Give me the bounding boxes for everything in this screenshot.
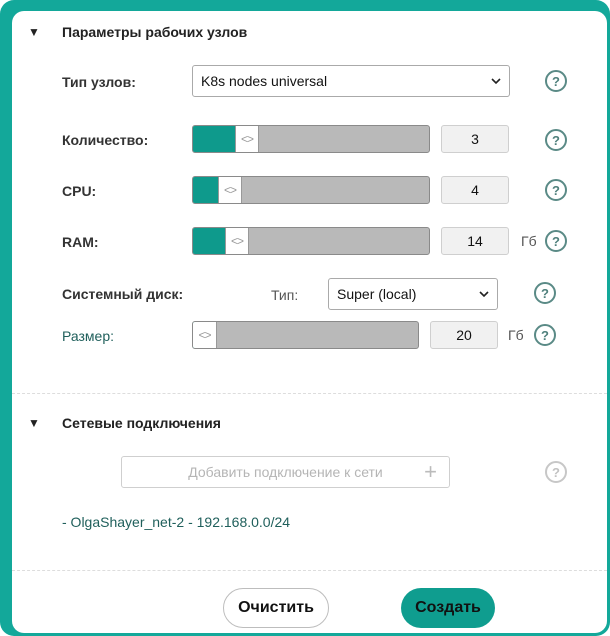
count-label: Количество: <box>62 132 149 148</box>
help-icon-ram[interactable]: ? <box>545 230 567 252</box>
section-title-workers[interactable]: Параметры рабочих узлов <box>62 24 248 40</box>
connection-item: - OlgaShayer_net-2 - 192.168.0.0/24 <box>62 514 291 530</box>
cpu-label: CPU: <box>62 183 97 199</box>
help-icon-network[interactable]: ? <box>545 461 567 483</box>
node-type-label: Тип узлов: <box>62 74 136 90</box>
help-icon-disk-size[interactable]: ? <box>534 324 556 346</box>
node-type-select[interactable] <box>192 65 510 97</box>
disk-size-slider-handle[interactable]: <> <box>193 322 217 348</box>
disk-type-value: Super (local) <box>337 286 417 302</box>
ram-input[interactable]: 14 <box>441 227 509 255</box>
cpu-input[interactable]: 4 <box>441 176 509 204</box>
ram-unit: Гб <box>521 233 537 249</box>
disk-size-label: Размер: <box>62 328 115 344</box>
add-connection-button[interactable] <box>121 456 450 488</box>
disk-size-input[interactable]: 20 <box>430 321 498 349</box>
clear-button[interactable]: Очистить <box>223 588 329 628</box>
form-panel <box>12 11 607 633</box>
disk-size-slider[interactable] <box>192 321 419 349</box>
count-slider-handle[interactable]: <> <box>235 126 259 152</box>
add-connection-label: Добавить подключение к сети <box>188 464 383 480</box>
cpu-slider-handle[interactable]: <> <box>218 177 242 203</box>
node-type-value: K8s nodes universal <box>201 73 328 89</box>
ram-label: RAM: <box>62 234 99 250</box>
chevron-down-icon <box>491 76 501 86</box>
footer-divider <box>12 570 607 571</box>
disk-type-label: Тип: <box>271 287 299 303</box>
ram-slider[interactable] <box>192 227 430 255</box>
collapse-triangle-icon[interactable]: ▼ <box>28 25 40 39</box>
section-divider <box>12 393 607 394</box>
help-icon-node-type[interactable]: ? <box>545 70 567 92</box>
plus-icon: + <box>424 459 437 484</box>
help-icon-cpu[interactable]: ? <box>545 179 567 201</box>
section-title-network[interactable]: Сетевые подключения <box>62 415 221 431</box>
help-icon-count[interactable]: ? <box>545 129 567 151</box>
system-disk-label: Системный диск: <box>62 286 184 302</box>
disk-type-select[interactable] <box>328 278 498 310</box>
create-button[interactable]: Создать <box>401 588 495 628</box>
ram-slider-handle[interactable]: <> <box>225 228 249 254</box>
count-slider[interactable] <box>192 125 430 153</box>
count-input[interactable]: 3 <box>441 125 509 153</box>
chevron-down-icon <box>479 289 489 299</box>
help-icon-disk-type[interactable]: ? <box>534 282 556 304</box>
disk-size-unit: Гб <box>508 327 524 343</box>
cpu-slider[interactable] <box>192 176 430 204</box>
collapse-triangle-icon[interactable]: ▼ <box>28 416 40 430</box>
